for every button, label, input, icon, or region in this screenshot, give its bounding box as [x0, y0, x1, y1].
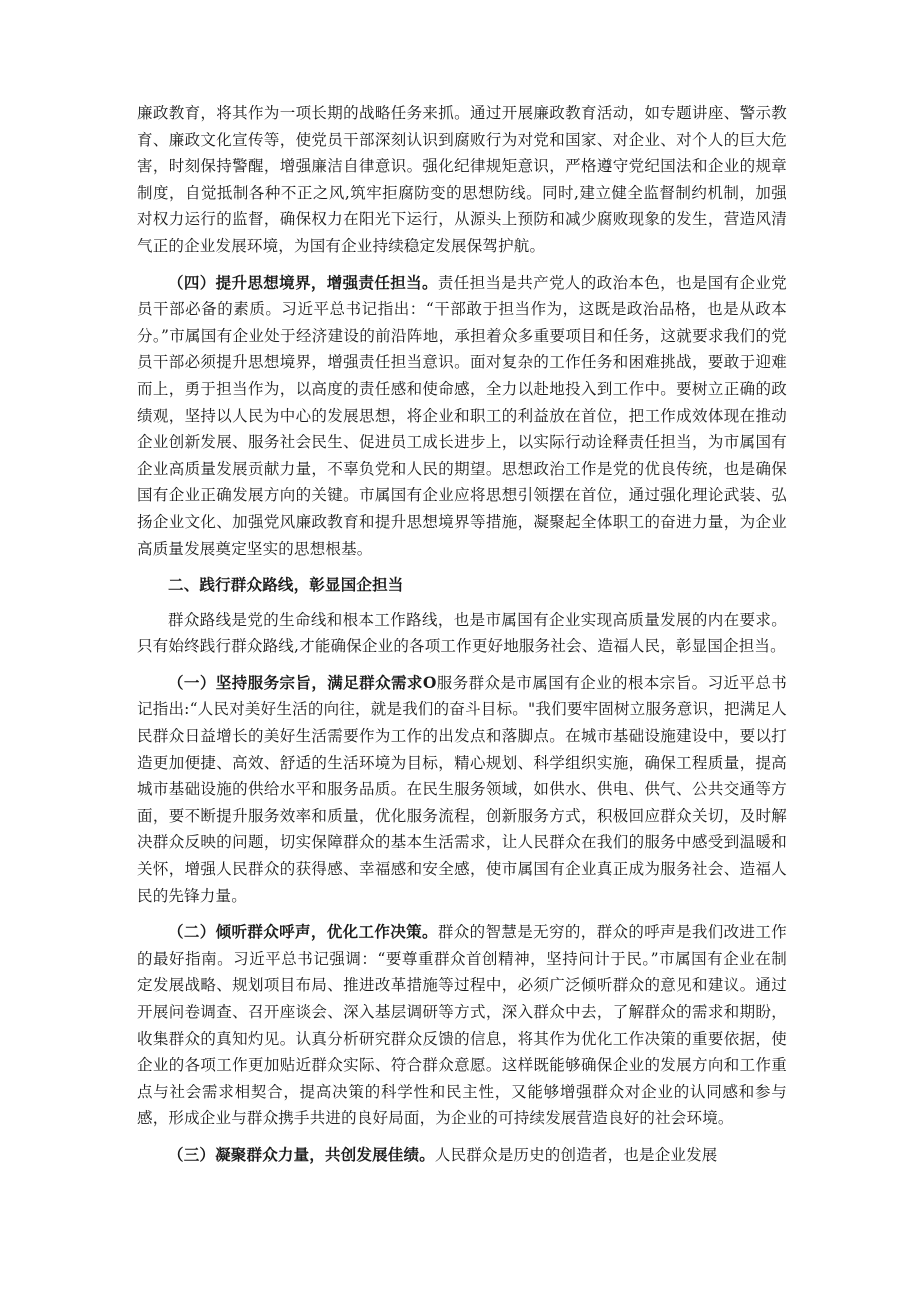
subsection-3-heading: （三）凝聚群众力量，共创发展佳绩。	[168, 1144, 435, 1164]
section-4-heading: （四）提升思想境界，增强责任担当。	[168, 272, 438, 292]
subsection-3-body: 人民群众是历史的创造者，也是企业发展	[434, 1145, 718, 1164]
subsection-2-body: 群众的智慧是无穷的，群众的呼声是我们改进工作的最好指南。习近平总书记强调：“要尊重群众首创精神，坚持问计于民。”市属国有企业在制定发展战略、规划项目布局、推进改革措施等过程中，必须广泛倾听群众的意见和建议。通过开展问卷调查、召开座谈会、深入基层调研等方式，深入群众中去，了解群众的需求和期盼，收集群众的真知灼见。认真分析研究群众反馈的信息，将其作为优化工作决策的重要依据，使企业的各项工作更加贴近群众实际、符合群众意愿。这样既能够确保企业的发展方向和工作重点与社会需求相契合，提高决策的科学性和民主性，又能够增强群众对企业的认同感和参与感，形成企业与群众携手共进的良好局面，为企业的可持续发展营造良好的社会环境。	[137, 923, 788, 1128]
subsection-1-body: 服务群众是市属国有企业的根本宗旨。习近平总书记指出:“人民对美好生活的向往，就是我们的奋斗目标。"我们要牢固树立服务意识，把满足人民群众日益增长的美好生活需要作为工作的出发点和落脚点。在城市基础设施建设中，要以打造更加便捷、高效、舒适的生活环境为目标，精心规划、科学组织实施，确保工程质量，提高城市基础设施的供给水平和服务品质。在民生服务领域，如供水、供电、供气、公共交通等方面，要不断提升服务效率和质量，优化服务流程，创新服务方式，积极回应群众关切，及时解决群众反映的问题，切实保障群众的基本生活需求，让人民群众在我们的服务中感受到温暖和关怀，增强人民群众的获得感、幸福感和安全感，使市属国有企业真正成为服务社会、造福人民的先锋力量。	[137, 673, 787, 905]
chapter-2-heading: 二、践行群众路线，彰显国企担当	[168, 575, 404, 595]
paragraph-subsection-3	[137, 1142, 787, 1169]
paragraph-section-4	[137, 270, 787, 563]
subsection-1-heading: （一）坚持服务宗旨，满足群众需求O	[168, 672, 437, 692]
paragraph-subsection-2	[137, 919, 787, 1132]
subsection-2-heading: （二）倾听群众呼声，优化工作决策。	[168, 922, 438, 942]
paragraph-mass-line-intro: 群众路线是党的生命线和根本工作路线，也是市属国有企业实现高质量发展的内在要求。只有始终践行群众路线,才能确保企业的各项工作更好地服务社会、造福人民，彰显国企担当。	[137, 610, 787, 656]
document-page	[137, 100, 787, 1179]
paragraph-anti-corruption-continued: 廉政教育，将其作为一项长期的战略任务来抓。通过开展廉政教育活动，如专题讲座、警示教育、廉政文化宣传等，使党员干部深刻认识到腐败行为对党和国家、对企业、对个人的巨大危害，时刻保持警醒，增强廉洁自律意识。强化纪律规矩意识，严格遵守党纪国法和企业的规章制度，自觉抵制各种不正之风,筑牢拒腐防变的思想防线。同时,建立健全监督制约机制，加强对权力运行的监督，确保权力在阳光下运行，从源头上预防和减少腐败现象的发生，营造风清气正的企业发展环境，为国有企业持续稳定发展保驾护航。	[137, 104, 787, 255]
paragraph-subsection-1	[137, 670, 787, 909]
section-4-body: 责任担当是共产党人的政治本色，也是国有企业党员干部必备的素质。习近平总书记指出：“干部敢于担当作为，这既是政治品格，也是从政本分。”市属国有企业处于经济建设的前沿阵地，承担着众多重要项目和任务，这就要求我们的党员干部必须提升思想境界，增强责任担当意识。面对复杂的工作任务和困难挑战，要敢于迎难而上，勇于担当作为，以高度的责任感和使命感，全力以赴地投入到工作中。要树立正确的政绩观，坚持以人民为中心的发展思想，将企业和职工的利益放在首位，把工作成效体现在推动企业创新发展、服务社会民生、促进员工成长进步上，以实际行动诠释责任担当，为市属国有企业高质量发展贡献力量，不辜负党和人民的期望。思想政治工作是党的优良传统，也是确保国有企业正确发展方向的关键。市属国有企业应将思想引领摆在首位，通过强化理论武装、弘扬企业文化、加强党风廉政教育和提升思想境界等措施，凝聚起全体职工的奋进力量，为企业高质量发展奠定坚实的思想根基。	[137, 273, 788, 558]
